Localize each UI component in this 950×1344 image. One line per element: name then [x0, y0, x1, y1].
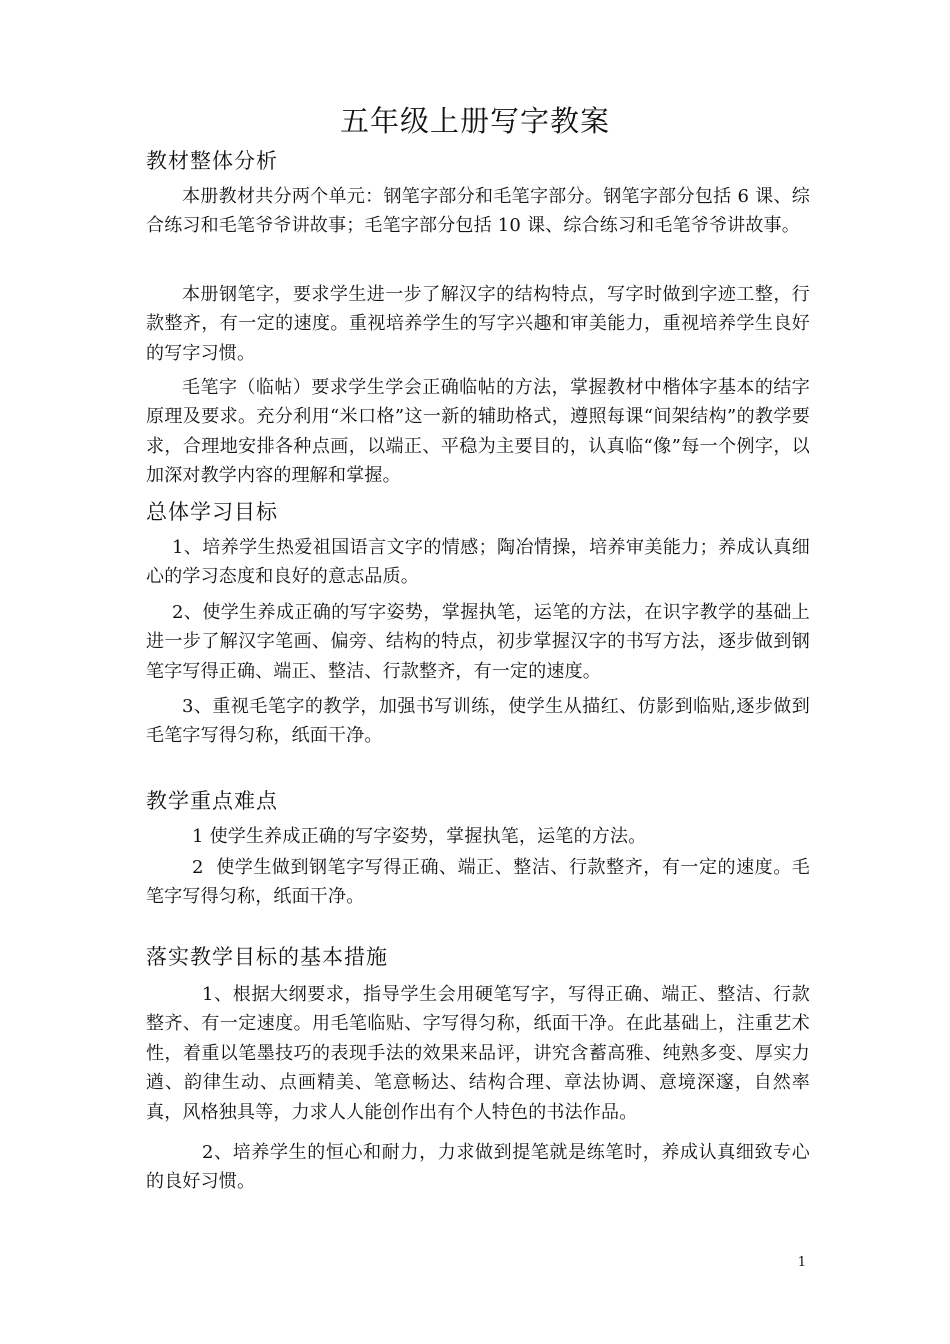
key-points-paragraph-2: 2 使学生做到钢笔字写得正确、端正、整洁、行款整齐，有一定的速度。毛笔字写得匀称，纸面干净。 — [146, 857, 810, 908]
section-heading-analysis: 教材整体分析 — [146, 149, 278, 173]
section-heading-key-points: 教学重点难点 — [146, 789, 278, 813]
page-number: 1 — [797, 1255, 806, 1270]
analysis-paragraph-3: 毛笔字（临帖）要求学生学会正确临帖的方法，掌握教材中楷体字基本的结字原理及要求。充分利用“米口格”这一新的辅助格式，遵照每课“间架结构”的教学要求，合理地安排各种点画，以端正、平稳为主要目的，认真临“像”每一个例字，以加深对教学内容的理解和掌握。 — [146, 377, 810, 487]
goals-paragraph-1: 1、培养学生热爱祖国语言文字的情感；陶冶情操，培养审美能力；养成认真细心的学习态度和良好的意志品质。 — [146, 537, 810, 588]
section-heading-measures: 落实教学目标的基本措施 — [146, 945, 388, 969]
key-points-paragraph-1: 1 使学生养成正确的写字姿势，掌握执笔，运笔的方法。 — [192, 826, 647, 847]
analysis-paragraph-2: 本册钢笔字，要求学生进一步了解汉字的结构特点，写字时做到字迹工整，行款整齐，有一定的速度。重视培养学生的写字兴趣和审美能力，重视培养学生良好的写字习惯。 — [146, 284, 810, 364]
analysis-paragraph-1: 本册教材共分两个单元：钢笔字部分和毛笔字部分。钢笔字部分包括 6 课、综合练习和毛笔爷爷讲故事；毛笔字部分包括 10 课、综合练习和毛笔爷爷讲故事。 — [146, 186, 810, 237]
document-title: 五年级上册写字教案 — [339, 104, 610, 138]
goals-paragraph-2: 2、使学生养成正确的写字姿势，掌握执笔，运笔的方法，在识字教学的基础上进一步了解汉字笔画、偏旁、结构的特点，初步掌握汉字的书写方法，逐步做到钢笔字写得正确、端正、整洁、行款整齐，有一定的速度。 — [146, 602, 810, 682]
goals-paragraph-3: 3、重视毛笔字的教学，加强书写训练，使学生从描红、仿影到临贴,逐步做到毛笔字写得匀称，纸面干净。 — [146, 696, 810, 747]
section-heading-goals: 总体学习目标 — [146, 500, 278, 524]
measures-paragraph-2: 2、培养学生的恒心和耐力，力求做到提笔就是练笔时，养成认真细致专心的良好习惯。 — [146, 1142, 810, 1193]
measures-paragraph-1: 1、根据大纲要求，指导学生会用硬笔写字，写得正确、端正、整洁、行款整齐、有一定速度。用毛笔临贴、字写得匀称，纸面干净。在此基础上，注重艺术性，着重以笔墨技巧的表现手法的效果来品评，讲究含蓄高雅、纯熟多变、厚实力遒、韵律生动、点画精美、笔意畅达、结构合理、章法协调、意境深邃，自然率真，风格独具等，力求人人能创作出有个人特色的书法作品。 — [146, 984, 810, 1123]
